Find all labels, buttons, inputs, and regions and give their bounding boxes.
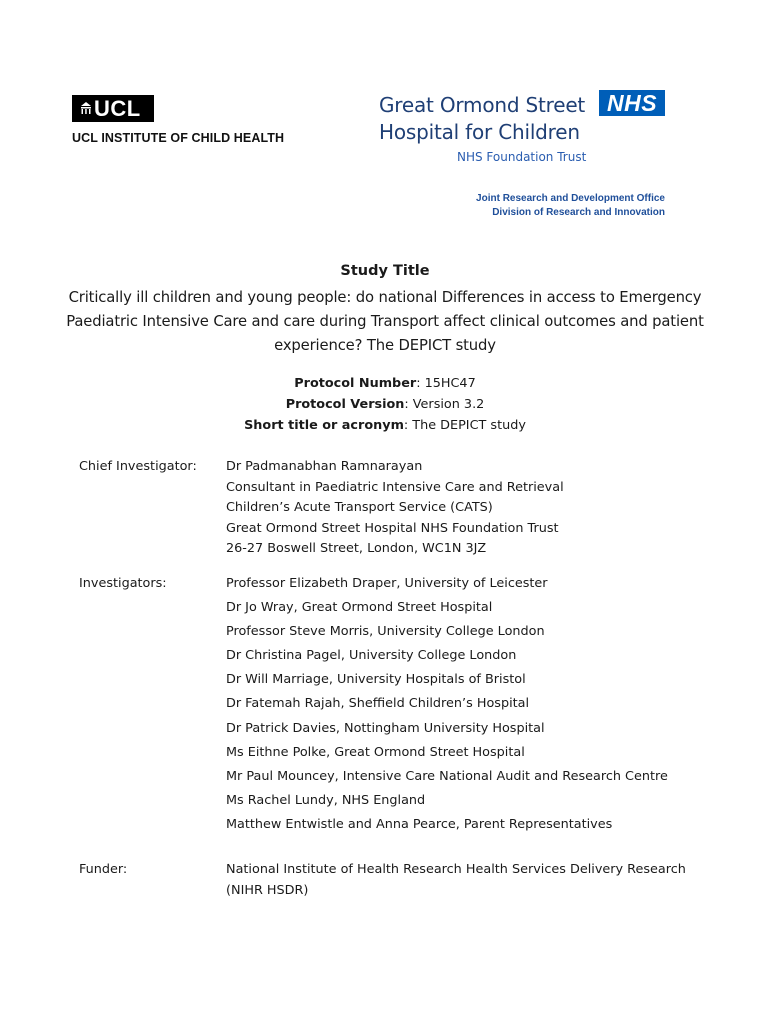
investigator-item: Ms Eithne Polke, Great Ormond Street Hospital xyxy=(226,745,525,760)
study-title: Critically ill children and young people: do national Differences in access to Emergency Paediatric Intensive Care and care during Transport affect clinical outcomes and patient experience? The DEPICT study xyxy=(66,289,704,354)
office-name-line2: Division of Research and Innovation xyxy=(492,207,665,218)
investigator-item: Mr Paul Mouncey, Intensive Care National Audit and Research Centre xyxy=(226,769,668,784)
protocol-number-label: Protocol Number xyxy=(294,376,417,391)
funder-label: Funder: xyxy=(79,862,128,877)
chief-line: Consultant in Paediatric Intensive Care and Retrieval xyxy=(226,480,564,495)
ucl-portico-icon xyxy=(80,101,92,115)
ucl-logo xyxy=(72,95,154,122)
office-name-line1: Joint Research and Development Office xyxy=(476,193,665,204)
ucl-institute-name: UCL INSTITUTE OF CHILD HEALTH xyxy=(72,131,285,145)
short-title xyxy=(0,418,770,433)
protocol-version-label: Protocol Version xyxy=(285,397,405,412)
investigator-item: Dr Christina Pagel, University College London xyxy=(226,648,517,663)
nhs-logo: NHS xyxy=(599,90,665,116)
protocol-version xyxy=(0,397,770,412)
short-title-value: : The DEPICT study xyxy=(403,418,526,433)
protocol-version-value: : Version 3.2 xyxy=(404,397,485,412)
chief-line: Great Ormond Street Hospital NHS Foundation Trust xyxy=(226,521,559,536)
investigator-item: Dr Jo Wray, Great Ormond Street Hospital xyxy=(226,600,493,615)
study-title-heading: Study Title xyxy=(340,263,430,279)
chief-investigator-label: Chief Investigator: xyxy=(79,459,197,474)
investigator-item: Dr Patrick Davies, Nottingham University Hospital xyxy=(226,721,545,736)
protocol-number xyxy=(0,376,770,391)
gosh-name-line1: Great Ormond Street xyxy=(379,93,586,117)
investigator-item: Dr Will Marriage, University Hospitals of Bristol xyxy=(226,672,526,687)
ucl-logo-text: UCL xyxy=(94,96,141,121)
investigator-item: Professor Elizabeth Draper, University of Leicester xyxy=(226,576,548,591)
investigator-item: Dr Fatemah Rajah, Sheffield Children’s Hospital xyxy=(226,696,530,711)
investigator-item: Ms Rachel Lundy, NHS England xyxy=(226,793,426,808)
funder-line: (NIHR HSDR) xyxy=(226,883,309,898)
gosh-name-line2: Hospital for Children xyxy=(379,120,580,144)
protocol-number-value: : 15HC47 xyxy=(416,376,476,391)
funder-line: National Institute of Health Research Health Services Delivery Research xyxy=(226,862,686,877)
short-title-label: Short title or acronym xyxy=(244,418,404,433)
chief-line: Dr Padmanabhan Ramnarayan xyxy=(226,459,423,474)
chief-line: Children’s Acute Transport Service (CATS) xyxy=(226,500,493,515)
investigators-label: Investigators: xyxy=(79,576,167,591)
gosh-trust-name: NHS Foundation Trust xyxy=(457,150,587,164)
chief-line: 26-27 Boswell Street, London, WC1N 3JZ xyxy=(226,541,487,556)
investigator-item: Professor Steve Morris, University College London xyxy=(226,624,545,639)
investigator-item: Matthew Entwistle and Anna Pearce, Parent Representatives xyxy=(226,817,613,832)
